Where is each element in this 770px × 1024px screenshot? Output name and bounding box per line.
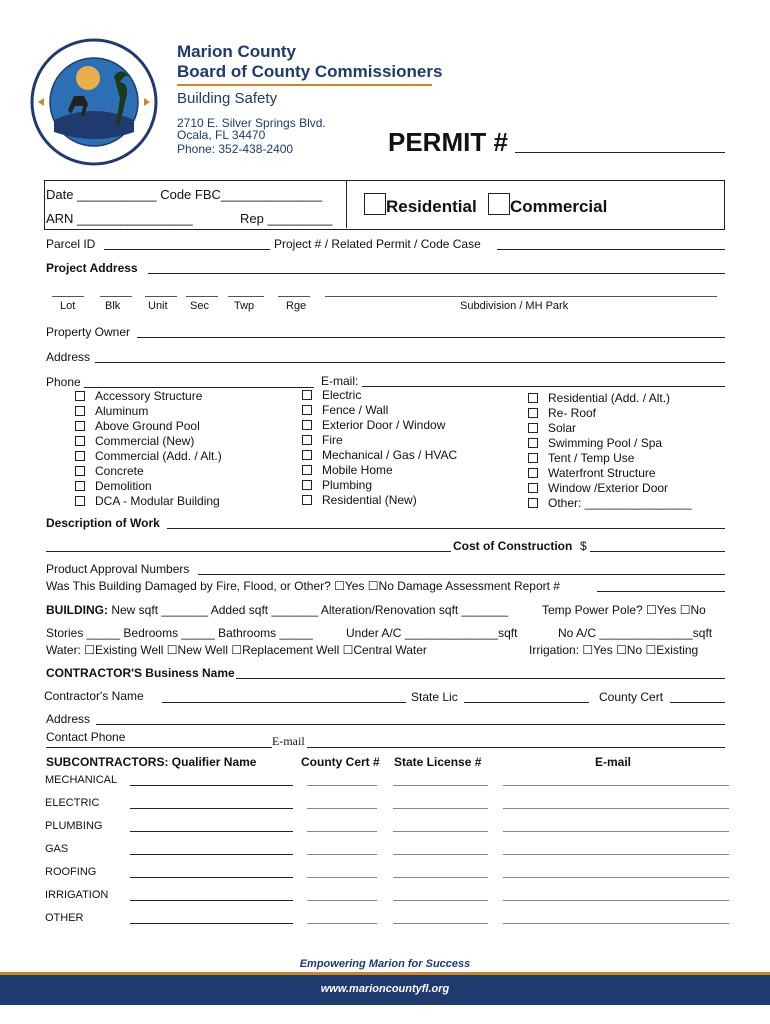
sub-email-field[interactable] — [503, 923, 729, 924]
work-type-item[interactable] — [75, 449, 222, 464]
project-address-field[interactable] — [148, 273, 725, 274]
work-type-item[interactable] — [75, 479, 222, 494]
sub-county-cert-field[interactable] — [307, 785, 377, 786]
date-code-label[interactable]: Date ___________ Code FBC______________ — [46, 187, 323, 202]
sub-state-license-field[interactable] — [393, 831, 488, 832]
parcel-id-field[interactable] — [104, 249, 270, 250]
cost-field[interactable] — [590, 551, 725, 552]
work-type-label: Solar — [548, 421, 577, 435]
work-type-item[interactable] — [528, 421, 691, 436]
checkbox[interactable] — [302, 450, 312, 460]
water-options[interactable]: Water: ☐Existing Well ☐New Well ☐Replacement Well ☐Central Water — [46, 643, 427, 657]
work-type-label: Tent / Temp Use — [548, 451, 635, 465]
permit-number-field[interactable] — [515, 152, 725, 153]
subdivision-field[interactable] — [325, 296, 717, 297]
subcontractors-header: SUBCONTRACTORS: Qualifier Name — [46, 755, 257, 769]
checkbox[interactable] — [528, 393, 538, 403]
sub-state-license-field[interactable] — [393, 808, 488, 809]
footer-slogan: Empowering Marion for Success — [299, 958, 471, 970]
sub-row-label: PLUMBING — [45, 820, 103, 832]
checkbox[interactable] — [302, 390, 312, 400]
project-number-label: Project # / Related Permit / Code Case — [274, 237, 481, 251]
irrigation-options[interactable]: Irrigation: ☐Yes ☐No ☐Existing — [529, 643, 699, 657]
unit-label: Unit — [148, 300, 168, 312]
under-ac-field[interactable]: Under A/C ______________sqft — [346, 626, 518, 640]
permit-label: PERMIT # — [388, 127, 508, 157]
address-line1: 2710 E. Silver Springs Blvd. — [177, 116, 326, 130]
owner-email-label: E-mail: — [321, 374, 359, 388]
department: Building Safety — [177, 90, 278, 107]
sub-county-cert-field[interactable] — [307, 923, 377, 924]
work-type-label: Accessory Structure — [95, 389, 203, 403]
contractor-email-label: E-mail — [272, 734, 305, 748]
cost-label: Cost of Construction — [453, 539, 573, 553]
sub-county-cert-field[interactable] — [307, 854, 377, 855]
work-type-label: Mobile Home — [322, 463, 393, 477]
work-type-label: Re- Roof — [548, 406, 597, 420]
checkbox[interactable] — [528, 453, 538, 463]
footer-url[interactable]: www.marioncountyfl.org — [320, 983, 450, 995]
checkbox[interactable] — [302, 465, 312, 475]
project-number-field[interactable] — [497, 249, 725, 250]
work-type-label: Electric — [322, 388, 362, 402]
checkbox[interactable] — [75, 391, 85, 401]
work-type-col2 — [302, 388, 457, 508]
description-field-line2[interactable] — [46, 551, 451, 552]
work-type-item[interactable] — [302, 463, 457, 478]
no-ac-field[interactable]: No A/C ______________sqft — [558, 626, 713, 640]
owner-email-field[interactable] — [362, 386, 725, 387]
checkbox[interactable] — [75, 436, 85, 446]
sub-qualifier-field[interactable] — [130, 854, 293, 855]
rep-label[interactable]: Rep _________ — [240, 211, 333, 226]
sub-email-field[interactable] — [503, 900, 729, 901]
sub-row-label: ELECTRIC — [45, 797, 100, 809]
work-type-label: Swimming Pool / Spa — [548, 436, 663, 450]
rge-field[interactable] — [278, 296, 310, 297]
work-type-label: Commercial (New) — [95, 434, 195, 448]
county-seal — [28, 36, 160, 168]
work-type-item[interactable] — [75, 434, 222, 449]
checkbox[interactable] — [302, 405, 312, 415]
temp-power-pole[interactable]: Temp Power Pole? ☐Yes ☐No — [542, 603, 706, 617]
sub-county-cert-field[interactable] — [307, 900, 377, 901]
state-lic-field[interactable] — [464, 702, 589, 703]
unit-field[interactable] — [145, 296, 177, 297]
description-label: Description of Work — [46, 516, 160, 530]
checkbox[interactable] — [75, 406, 85, 416]
work-type-item[interactable] — [75, 404, 222, 419]
owner-address-label: Address — [46, 350, 91, 364]
work-type-item[interactable] — [302, 433, 457, 448]
work-type-label: Above Ground Pool — [95, 419, 200, 433]
org-line2: Board of County Commissioners — [177, 62, 443, 81]
work-type-label: Waterfront Structure — [548, 466, 656, 480]
work-type-col3 — [528, 391, 691, 511]
checkbox[interactable] — [75, 421, 85, 431]
sub-row-label: ROOFING — [45, 866, 97, 878]
contractor-name-field[interactable] — [162, 702, 406, 703]
building-line2[interactable]: Stories _____ Bedrooms _____ Bathrooms _____ — [46, 626, 313, 640]
work-type-item[interactable] — [302, 448, 457, 463]
work-type-item[interactable] — [302, 388, 457, 403]
sub-county-cert-field[interactable] — [307, 877, 377, 878]
checkbox[interactable] — [75, 496, 85, 506]
work-type-label: Other: ________________ — [548, 496, 692, 510]
lot-field[interactable] — [52, 296, 84, 297]
work-type-label: Window /Exterior Door — [548, 481, 669, 495]
blk-label: Blk — [105, 300, 121, 312]
sub-county-cert-field[interactable] — [307, 808, 377, 809]
checkbox[interactable] — [528, 423, 538, 433]
sec-label: Sec — [190, 300, 209, 312]
work-type-item[interactable] — [75, 494, 222, 509]
commercial-checkbox[interactable] — [488, 193, 510, 215]
checkbox[interactable] — [528, 468, 538, 478]
blk-field[interactable] — [100, 296, 132, 297]
sub-row-label: OTHER — [45, 912, 84, 924]
checkbox[interactable] — [528, 408, 538, 418]
address-line2: Ocala, FL 34470 — [177, 128, 266, 142]
work-type-col1 — [75, 389, 222, 509]
owner-address-field[interactable] — [95, 362, 725, 363]
work-type-item[interactable] — [75, 419, 222, 434]
work-type-item[interactable] — [528, 391, 691, 406]
description-field[interactable] — [167, 528, 725, 529]
sub-email-field[interactable] — [503, 877, 729, 878]
work-type-label: Aluminum — [95, 404, 149, 418]
county-cert-label: County Cert — [599, 690, 664, 704]
sub-row-label: MECHANICAL — [45, 774, 118, 786]
work-type-label: Demolition — [95, 479, 152, 493]
work-type-item[interactable] — [528, 436, 691, 451]
org-line1: Marion County — [177, 42, 296, 61]
checkbox[interactable] — [75, 481, 85, 491]
sub-email-field[interactable] — [503, 854, 729, 855]
owner-phone-label: Phone — [46, 375, 81, 389]
residential-checkbox[interactable] — [364, 193, 386, 215]
rge-label: Rge — [286, 300, 307, 312]
building-line1 — [46, 603, 508, 617]
sub-county-cert-header: County Cert # — [301, 755, 380, 769]
checkbox[interactable] — [75, 466, 85, 476]
checkbox[interactable] — [528, 498, 538, 508]
residential-label: Residential — [386, 197, 477, 216]
commercial-label: Commercial — [510, 197, 608, 216]
contractor-address-field[interactable] — [96, 724, 725, 725]
sub-state-license-field[interactable] — [393, 854, 488, 855]
owner-phone-field[interactable] — [84, 387, 314, 388]
checkbox[interactable] — [528, 483, 538, 493]
product-approval-label: Product Approval Numbers — [46, 562, 190, 576]
sub-state-license-field[interactable] — [393, 923, 488, 924]
work-type-label: Concrete — [95, 464, 144, 478]
contact-phone-label: Contact Phone — [46, 730, 126, 744]
sub-county-cert-field[interactable] — [307, 831, 377, 832]
work-type-label: Fence / Wall — [322, 403, 389, 417]
checkbox[interactable] — [302, 480, 312, 490]
sub-email-header: E-mail — [595, 755, 632, 769]
twp-field[interactable] — [228, 296, 264, 297]
sub-state-license-field[interactable] — [393, 877, 488, 878]
work-type-label: Mechanical / Gas / HVAC — [322, 448, 458, 462]
info-box-divider — [346, 180, 347, 228]
contractor-business-label: CONTRACTOR'S Business Name — [46, 666, 235, 680]
contractor-business-field[interactable] — [236, 678, 725, 679]
sub-state-license-header: State License # — [394, 755, 482, 769]
sub-row-label: GAS — [45, 843, 69, 855]
property-owner-field[interactable] — [137, 337, 725, 338]
sub-qualifier-field[interactable] — [130, 831, 293, 832]
phone-line: Phone: 352-438-2400 — [177, 142, 294, 156]
sub-state-license-field[interactable] — [393, 900, 488, 901]
sub-email-field[interactable] — [503, 785, 729, 786]
sub-row-label: IRRIGATION — [45, 889, 109, 901]
sub-qualifier-field[interactable] — [130, 785, 293, 786]
sec-field[interactable] — [186, 296, 218, 297]
work-type-item[interactable] — [528, 496, 691, 511]
lot-label: Lot — [60, 300, 76, 312]
subdivision-label: Subdivision / MH Park — [460, 300, 569, 312]
parcel-id-label: Parcel ID — [46, 237, 96, 251]
work-type-label: DCA - Modular Building — [95, 494, 220, 508]
sub-email-field[interactable] — [503, 808, 729, 809]
building-label: BUILDING: — [46, 603, 108, 617]
checkbox[interactable] — [302, 420, 312, 430]
damage-report-field[interactable] — [597, 591, 725, 592]
work-type-label: Residential (New) — [322, 493, 417, 507]
work-type-label: Plumbing — [322, 478, 373, 492]
state-lic-label: State Lic — [411, 690, 458, 704]
work-type-label: Fire — [322, 433, 343, 447]
project-address-label: Project Address — [46, 261, 138, 275]
county-cert-field[interactable] — [670, 702, 725, 703]
work-type-item[interactable] — [528, 466, 691, 481]
org-underline — [177, 84, 432, 86]
damaged-question[interactable]: Was This Building Damaged by Fire, Flood, or Other? ☐Yes ☐No Damage Assessment Report # — [46, 579, 560, 593]
work-type-item[interactable] — [302, 478, 457, 493]
sub-email-field[interactable] — [503, 831, 729, 832]
checkbox[interactable] — [302, 435, 312, 445]
contractor-name-label: Contractor's Name — [44, 689, 144, 703]
checkbox[interactable] — [302, 495, 312, 505]
sub-qualifier-field[interactable] — [130, 808, 293, 809]
work-type-item[interactable] — [75, 464, 222, 479]
work-type-label: Residential (Add. / Alt.) — [548, 391, 671, 405]
work-type-item[interactable] — [528, 451, 691, 466]
contractor-address-label: Address — [46, 712, 91, 726]
product-approval-field[interactable] — [198, 574, 725, 575]
work-type-label: Exterior Door / Window — [322, 418, 446, 432]
checkbox[interactable] — [528, 438, 538, 448]
work-type-item[interactable] — [302, 403, 457, 418]
property-owner-label: Property Owner — [46, 325, 131, 339]
sub-qualifier-field[interactable] — [130, 923, 293, 924]
twp-label: Twp — [234, 300, 255, 312]
work-type-item[interactable] — [528, 406, 691, 421]
work-type-item[interactable] — [302, 493, 457, 508]
arn-label[interactable]: ARN ________________ — [46, 211, 193, 226]
contact-phone-field[interactable] — [46, 747, 725, 748]
checkbox[interactable] — [75, 451, 85, 461]
work-type-item[interactable] — [75, 389, 222, 404]
building-sqft-fields[interactable]: New sqft _______ Added sqft _______ Alteration/Renovation sqft _______ — [111, 603, 509, 617]
cost-symbol: $ — [580, 539, 587, 553]
sub-state-license-field[interactable] — [393, 785, 488, 786]
sub-qualifier-field[interactable] — [130, 900, 293, 901]
sub-qualifier-field[interactable] — [130, 877, 293, 878]
work-type-item[interactable] — [302, 418, 457, 433]
work-type-item[interactable] — [528, 481, 691, 496]
work-type-label: Commercial (Add. / Alt.) — [95, 449, 222, 463]
